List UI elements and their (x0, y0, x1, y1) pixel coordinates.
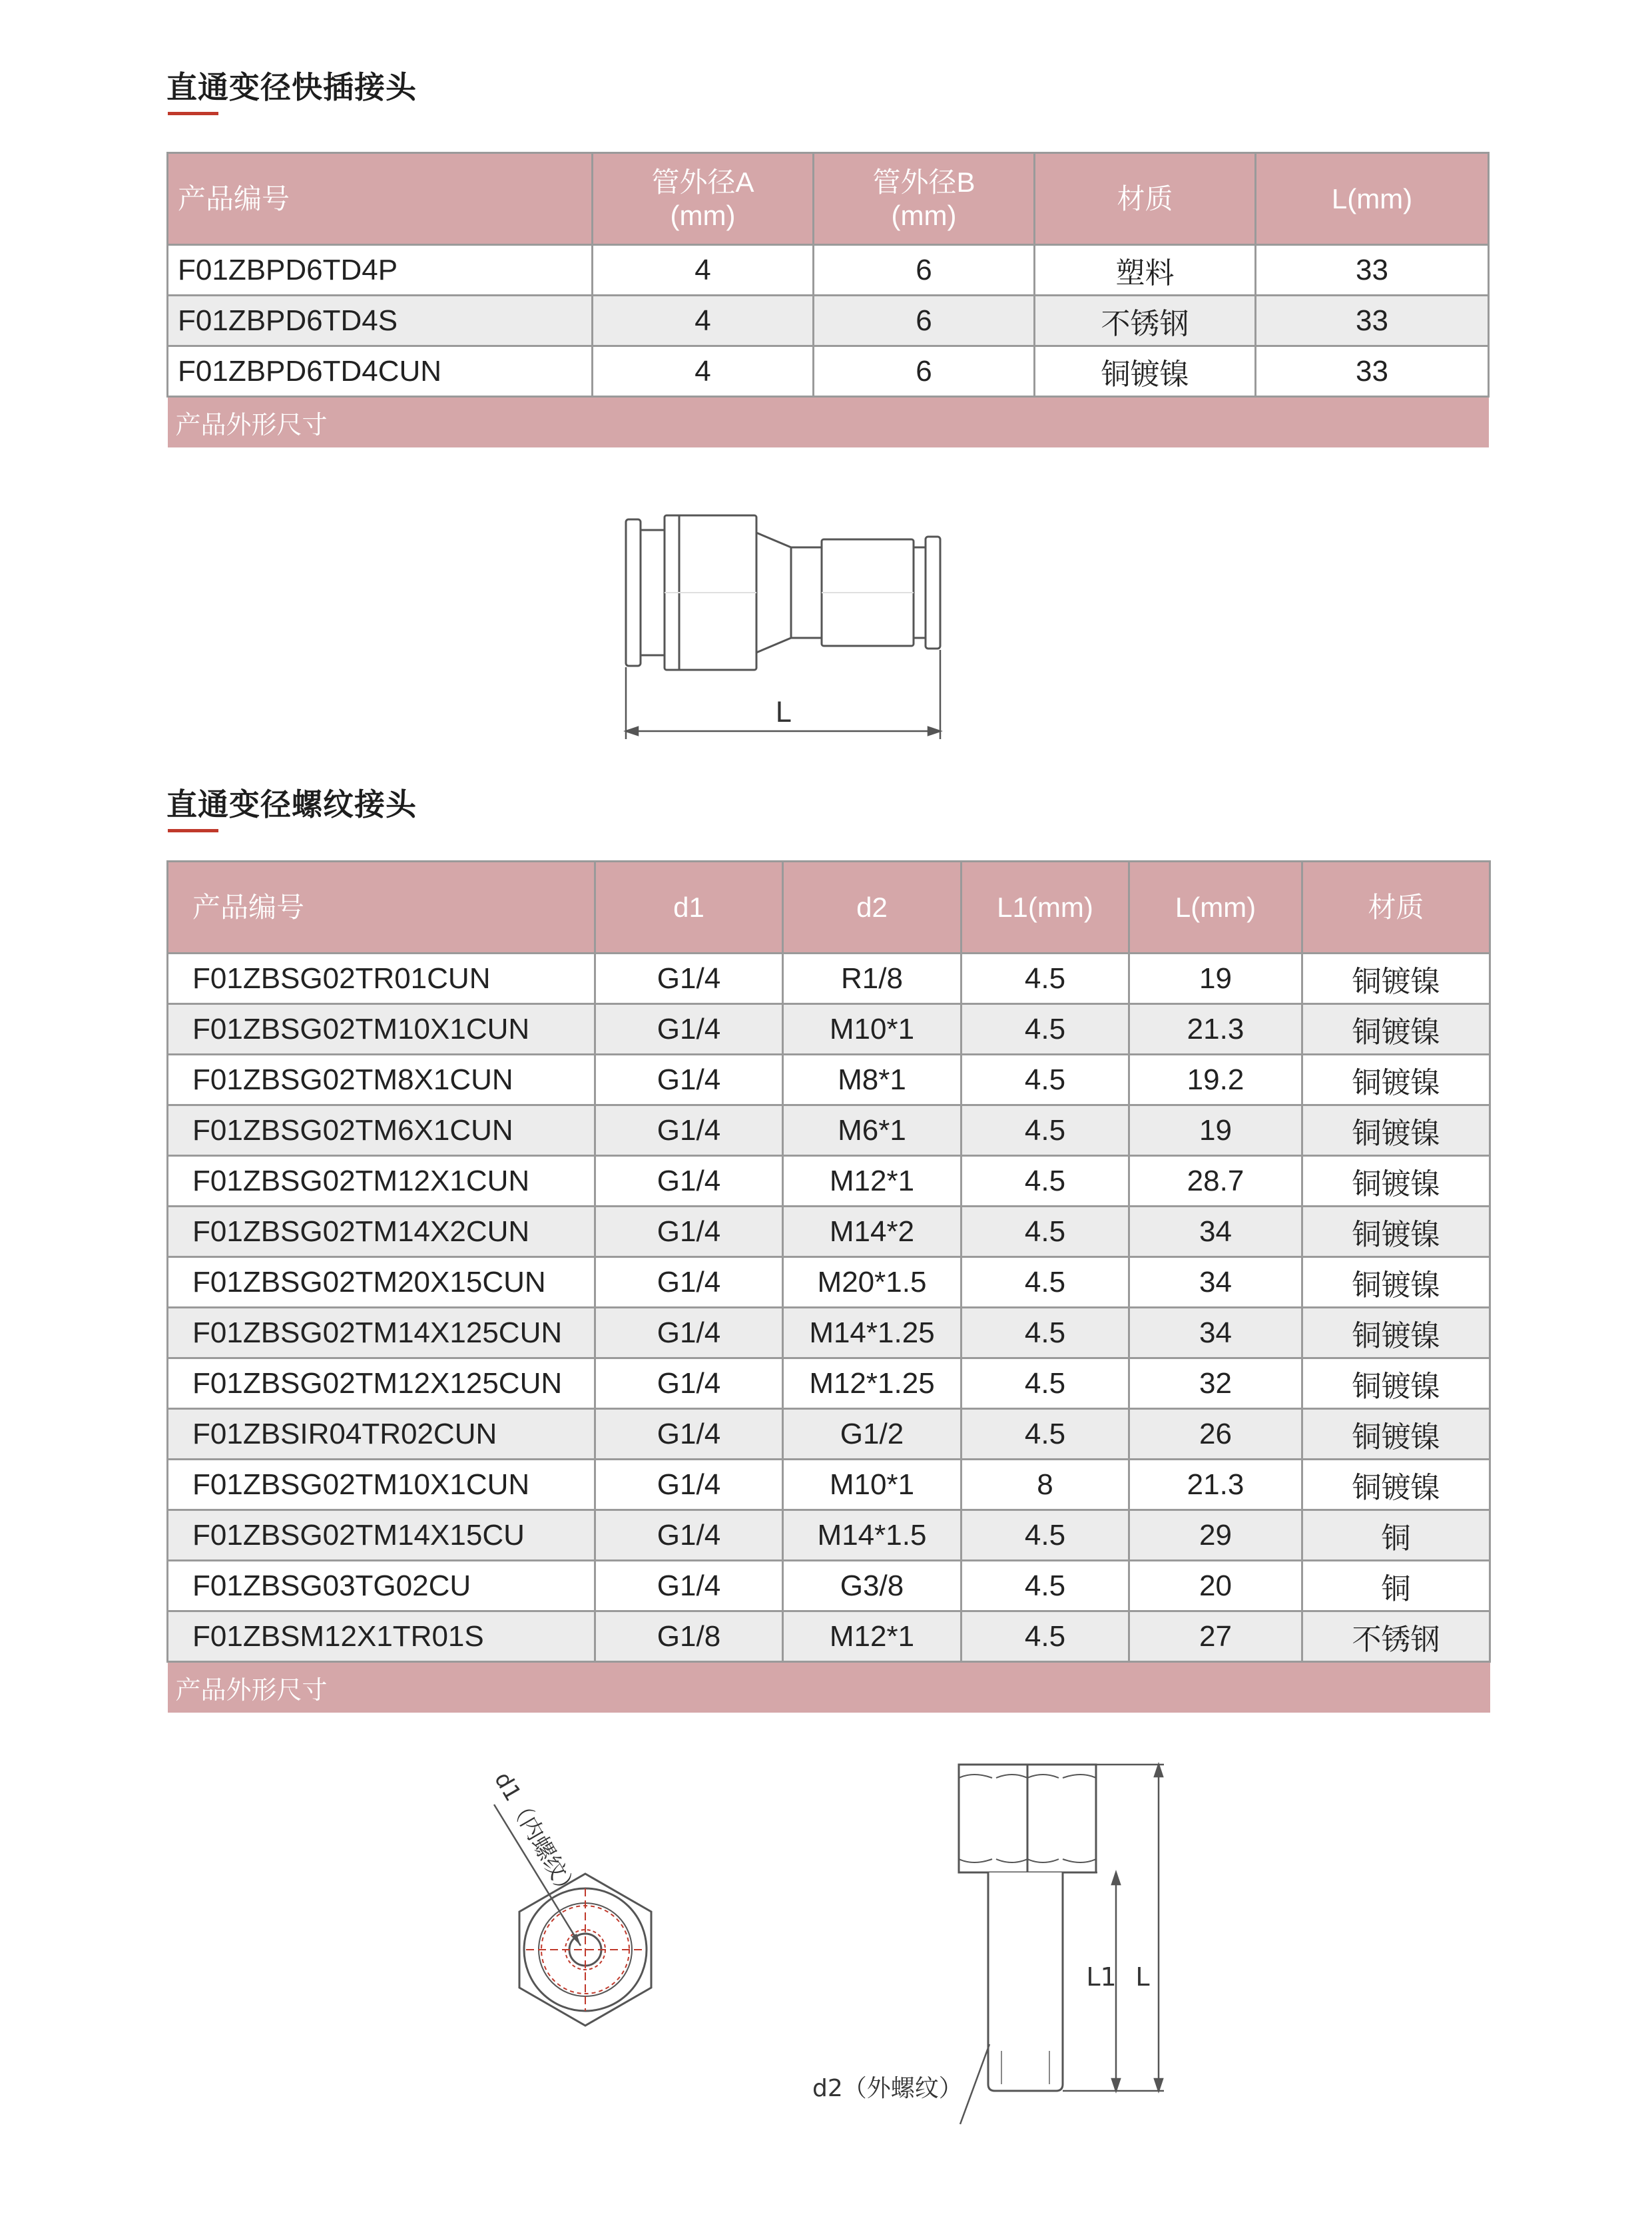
cell-d1: G1/4 (595, 1308, 783, 1358)
cell-product-code: F01ZBSG02TM12X1CUN (168, 1156, 595, 1207)
cell-length: 19 (1129, 954, 1302, 1004)
col-header-product-code: 产品编号 (168, 862, 595, 954)
table-row (168, 1257, 1490, 1308)
cell-d2: M12*1 (783, 1611, 962, 1662)
cell-d1: G1/4 (595, 1460, 783, 1510)
cell-length: 19.2 (1129, 1055, 1302, 1105)
table-row (168, 1611, 1490, 1662)
table-row (168, 1358, 1490, 1409)
dimension-label-L1: L1 (1086, 1962, 1117, 1992)
cell-d2: M14*1.5 (783, 1510, 962, 1561)
dimension-label-L: L (1135, 1962, 1150, 1992)
cell-d2: G1/2 (783, 1409, 962, 1460)
cell-d1: G1/4 (595, 1207, 783, 1257)
table-row (168, 1004, 1490, 1055)
cell-material: 铜 (1302, 1510, 1490, 1561)
cell-material: 塑料 (1035, 245, 1256, 296)
cell-l1: 4.5 (962, 954, 1129, 1004)
col-header-tube-od-a: 管外径A (mm) (593, 153, 814, 245)
cell-d2: M8*1 (783, 1055, 962, 1105)
cell-tube-od-a: 4 (593, 346, 814, 397)
d2-label: d2（外螺纹） (812, 2075, 963, 2102)
cell-product-code: F01ZBSG02TM14X125CUN (168, 1308, 595, 1358)
cell-product-code: F01ZBSG02TM6X1CUN (168, 1105, 595, 1156)
dimension-caption: 产品外形尺寸 (168, 1662, 1490, 1713)
section1-title: 直通变径快插接头 (166, 69, 417, 105)
cell-material: 铜镀镍 (1302, 1409, 1490, 1460)
cell-l1: 4.5 (962, 1156, 1129, 1207)
cell-l1: 4.5 (962, 1510, 1129, 1561)
table-row (168, 1207, 1490, 1257)
cell-l1: 4.5 (962, 1004, 1129, 1055)
cell-d1: G1/4 (595, 1358, 783, 1409)
col-header-product-code: 产品编号 (168, 153, 593, 245)
cell-product-code: F01ZBSM12X1TR01S (168, 1611, 595, 1662)
table-row (168, 1105, 1490, 1156)
cell-length: 28.7 (1129, 1156, 1302, 1207)
cell-product-code: F01ZBSIR04TR02CUN (168, 1409, 595, 1460)
table-footer-row (168, 1662, 1490, 1713)
cell-length: 19 (1129, 1105, 1302, 1156)
cell-material: 铜镀镍 (1302, 1460, 1490, 1510)
cell-d2: G3/8 (783, 1561, 962, 1611)
dimension-caption: 产品外形尺寸 (168, 397, 1489, 447)
cell-d1: G1/4 (595, 1561, 783, 1611)
cell-d1: G1/4 (595, 1156, 783, 1207)
cell-product-code: F01ZBPD6TD4S (168, 296, 593, 346)
cell-material: 铜镀镍 (1302, 1156, 1490, 1207)
table-row (168, 1409, 1490, 1460)
cell-length: 32 (1129, 1358, 1302, 1409)
table-row (168, 1510, 1490, 1561)
cell-l1: 4.5 (962, 1409, 1129, 1460)
cell-material: 铜镀镍 (1302, 1257, 1490, 1308)
cell-length: 33 (1256, 296, 1489, 346)
table-row (168, 1055, 1490, 1105)
cell-product-code: F01ZBSG02TM20X15CUN (168, 1257, 595, 1308)
cell-length: 34 (1129, 1257, 1302, 1308)
cell-product-code: F01ZBPD6TD4P (168, 245, 593, 296)
cell-d1: G1/8 (595, 1611, 783, 1662)
cell-d2: M10*1 (783, 1004, 962, 1055)
cell-product-code: F01ZBSG03TG02CU (168, 1561, 595, 1611)
cell-d1: G1/4 (595, 1055, 783, 1105)
col-header-l1: L1(mm) (962, 862, 1129, 954)
cell-tube-od-a: 4 (593, 296, 814, 346)
cell-d1: G1/4 (595, 1409, 783, 1460)
hex-end-view-drawing (459, 1758, 712, 2078)
cell-d2: R1/8 (783, 954, 962, 1004)
quick-connector-table (166, 152, 1490, 447)
section1-underline (168, 112, 218, 115)
cell-length: 21.3 (1129, 1004, 1302, 1055)
cell-length: 34 (1129, 1308, 1302, 1358)
col-header-material: 材质 (1035, 153, 1256, 245)
table-row (168, 1561, 1490, 1611)
cell-product-code: F01ZBSG02TM14X2CUN (168, 1207, 595, 1257)
table-header-row (168, 862, 1490, 954)
cell-product-code: F01ZBSG02TM10X1CUN (168, 1460, 595, 1510)
cell-d2: M20*1.5 (783, 1257, 962, 1308)
table-header-row (168, 153, 1489, 245)
cell-l1: 4.5 (962, 1561, 1129, 1611)
cell-d1: G1/4 (595, 1105, 783, 1156)
cell-length: 33 (1256, 245, 1489, 296)
cell-l1: 4.5 (962, 1358, 1129, 1409)
table-row (168, 296, 1489, 346)
cell-l1: 4.5 (962, 1308, 1129, 1358)
cell-d2: M14*1.25 (783, 1308, 962, 1358)
cell-tube-od-b: 6 (814, 346, 1035, 397)
cell-product-code: F01ZBSG02TM14X15CU (168, 1510, 595, 1561)
cell-d2: M10*1 (783, 1460, 962, 1510)
cell-d2: M12*1 (783, 1156, 962, 1207)
cell-material: 铜镀镍 (1302, 1207, 1490, 1257)
cell-length: 34 (1129, 1207, 1302, 1257)
cell-material: 铜镀镍 (1302, 1308, 1490, 1358)
cell-product-code: F01ZBSG02TR01CUN (168, 954, 595, 1004)
table-row (168, 954, 1490, 1004)
cell-d2: M6*1 (783, 1105, 962, 1156)
cell-tube-od-a: 4 (593, 245, 814, 296)
cell-material: 铜镀镍 (1302, 1055, 1490, 1105)
table-row (168, 245, 1489, 296)
col-header-d1: d1 (595, 862, 783, 954)
cell-material: 铜 (1302, 1561, 1490, 1611)
table-footer-row (168, 397, 1489, 447)
cell-l1: 8 (962, 1460, 1129, 1510)
cell-product-code: F01ZBPD6TD4CUN (168, 346, 593, 397)
col-header-length: L(mm) (1129, 862, 1302, 954)
cell-material: 不锈钢 (1302, 1611, 1490, 1662)
table-row (168, 1308, 1490, 1358)
dimension-label-L: L (775, 696, 791, 728)
cell-length: 27 (1129, 1611, 1302, 1662)
cell-product-code: F01ZBSG02TM10X1CUN (168, 1004, 595, 1055)
cell-d1: G1/4 (595, 1257, 783, 1308)
cell-material: 不锈钢 (1035, 296, 1256, 346)
table-row (168, 346, 1489, 397)
d1-label: d1（内螺纹） (489, 1767, 583, 1904)
cell-material: 铜镀镍 (1302, 1358, 1490, 1409)
cell-d1: G1/4 (595, 954, 783, 1004)
table-row (168, 1460, 1490, 1510)
cell-d1: G1/4 (595, 1510, 783, 1561)
cell-material: 铜镀镍 (1035, 346, 1256, 397)
section2-title: 直通变径螺纹接头 (166, 786, 417, 822)
cell-material: 铜镀镍 (1302, 1105, 1490, 1156)
cell-d2: M12*1.25 (783, 1358, 962, 1409)
col-header-material: 材质 (1302, 862, 1490, 954)
cell-length: 21.3 (1129, 1460, 1302, 1510)
cell-d1: G1/4 (595, 1004, 783, 1055)
cell-product-code: F01ZBSG02TM12X125CUN (168, 1358, 595, 1409)
col-header-length: L(mm) (1256, 153, 1489, 245)
cell-d2: M14*2 (783, 1207, 962, 1257)
cell-length: 29 (1129, 1510, 1302, 1561)
cell-l1: 4.5 (962, 1207, 1129, 1257)
col-header-tube-od-b: 管外径B (mm) (814, 153, 1035, 245)
col-header-d2: d2 (783, 862, 962, 954)
section2-underline (168, 829, 218, 832)
threaded-connector-table (166, 860, 1491, 1713)
cell-length: 26 (1129, 1409, 1302, 1460)
cell-length: 20 (1129, 1561, 1302, 1611)
cell-product-code: F01ZBSG02TM8X1CUN (168, 1055, 595, 1105)
cell-length: 33 (1256, 346, 1489, 397)
table-row (168, 1156, 1490, 1207)
cell-l1: 4.5 (962, 1105, 1129, 1156)
cell-material: 铜镀镍 (1302, 1004, 1490, 1055)
cell-l1: 4.5 (962, 1055, 1129, 1105)
cell-material: 铜镀镍 (1302, 954, 1490, 1004)
cell-tube-od-b: 6 (814, 245, 1035, 296)
cell-l1: 4.5 (962, 1257, 1129, 1308)
cell-l1: 4.5 (962, 1611, 1129, 1662)
cell-tube-od-b: 6 (814, 296, 1035, 346)
quick-connector-drawing (599, 493, 1065, 759)
